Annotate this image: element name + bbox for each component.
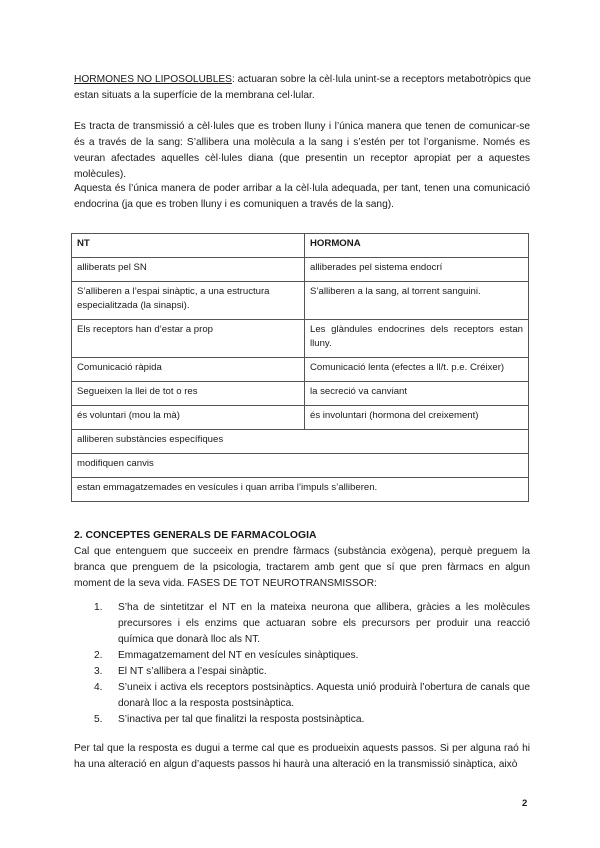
table-row [72,320,529,358]
section-intro-paragraph: Cal que entenguem que succeeix en prendre fàrmacs (substància exògena), perquè preguem la branca que prenguem de la psicologia, tractarem amb gent que sí que pren fàrmacs en algun moment de la seva vida. FASES DE TOT NEUROTRANSMISSOR: [74,546,530,589]
list-item [74,664,530,680]
table-row [72,454,529,478]
table-cell: la secreció va canviant [305,382,529,406]
list-item-text: S’inactiva per tal que finalitzi la resposta postsinàptica. [118,714,365,725]
list-item [74,680,530,712]
closing-paragraph: Per tal que la resposta es dugui a terme cal que es produeixin aquests passos. Si per alguna raó hi ha una alteració en algun d’aquests passos hi haurà una alteració en la transmissió sinàptica, això [74,743,530,770]
list-item-number: 1. [94,602,103,613]
table-header-nt: NT [72,234,305,258]
paragraph-transmission: Es tracta de transmissió a cèl·lules que es troben lluny i l’única manera que tenen de comunicar-se és a través de la sang: S’allibera una molècula a la sang i s’estén per tot l’organisme. Només es veuran afectades aquelles cèl·lules diana (que presentin un receptor apropiat per a aquestes molècules). [74,121,530,180]
table-cell: Els receptors han d’estar a prop [72,320,305,358]
table-cell-span: estan emmagatzemades en vesícules i quan arriba l’impuls s’alliberen. [72,478,529,502]
table-cell: S’alliberen a l’espai sinàptic, a una estructura especialitzada (la sinapsi). [72,282,305,320]
comparison-table [71,233,529,502]
phases-list [74,600,530,728]
table-cell-span: alliberen substàncies específiques [72,430,529,454]
table-cell: Segueixen la llei de tot o res [72,382,305,406]
table-cell: alliberats pel SN [72,258,305,282]
table-cell: és voluntari (mou la mà) [72,406,305,430]
table-row [72,358,529,382]
list-item-text: El NT s’allibera a l’espai sinàptic. [118,666,267,677]
table-header-row [72,234,529,258]
intro-text: : actuaran sobre la cèl·lula unint-se a receptors metabotròpics que estan situats a la superfície de la membrana cel·lular. [74,74,531,101]
table-cell-span: modifiquen canvis [72,454,529,478]
table-cell: S’alliberen a la sang, al torrent sanguini. [305,282,529,320]
list-item-number: 3. [94,666,103,677]
table-row [72,258,529,282]
intro-heading: HORMONES NO LIPOSOLUBLES [74,74,232,85]
table-cell: alliberades pel sistema endocrí [305,258,529,282]
table-row [72,430,529,454]
table-header-hormona: HORMONA [305,234,529,258]
paragraph-endocrine: Aquesta és l’única manera de poder arribar a la cèl·lula adequada, per tant, tenen una comunicació endocrina (ja que es troben lluny i es comuniquen a través de la sang). [74,183,530,210]
section-title: 2. CONCEPTES GENERALS DE FARMACOLOGIA [74,530,317,541]
table-cell: Comunicació ràpida [72,358,305,382]
list-item-text: Emmagatzemament del NT en vesícules sinàptiques. [118,650,359,661]
page-number: 2 [522,798,528,809]
list-item-text: S’uneix i activa els receptors postsinàptics. Aquesta unió produirà l’obertura de canals que donarà lloc a la resposta postsinàptica. [118,682,530,709]
list-item [74,600,530,648]
table-cell: Les glàndules endocrines dels receptors estan lluny. [305,320,529,358]
table-cell: Comunicació lenta (efectes a ll/t. p.e. Créixer) [305,358,529,382]
list-item-text: S’ha de sintetitzar el NT en la mateixa neurona que allibera, gràcies a les molècules precursores i els enzims que actuaran sobre els precursors per produir una reacció química que donarà lloc als NT. [118,602,530,645]
list-item [74,712,530,728]
list-item-number: 2. [94,650,103,661]
intro-paragraph [74,72,534,104]
list-item-number: 4. [94,682,103,693]
table-row [72,406,529,430]
list-item [74,648,530,664]
table-cell: és involuntari (hormona del creixement) [305,406,529,430]
list-item-number: 5. [94,714,103,725]
table-row [72,382,529,406]
table-row [72,282,529,320]
table-row [72,478,529,502]
